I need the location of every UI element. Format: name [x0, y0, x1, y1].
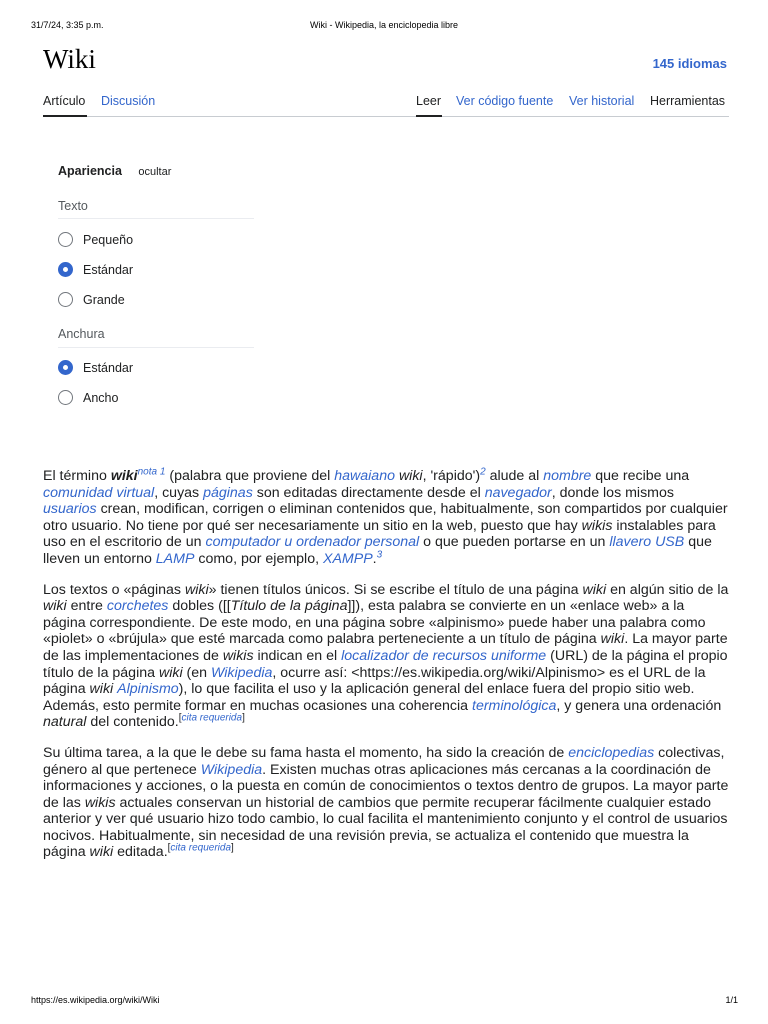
article-text: . — [372, 550, 377, 567]
article-text: actuales conservan un historial de cambios que permite recuperar fácilmente cualquier estado anterior y ver qué usuario hizo todo cambio, lo cual facilita el mantenimiento conjunto y el control de usuarios nocivos. Habitualmente, sin necesidad de una revisión previa, se actualiza el contenido que muestra la página — [43, 794, 728, 861]
print-datetime: 31/7/24, 3:35 p.m. — [31, 20, 104, 30]
article-link[interactable]: cita requerida — [170, 842, 232, 854]
article-link[interactable]: comunidad virtual — [43, 484, 155, 501]
article-link[interactable]: nota 1 — [137, 466, 166, 478]
article-paragraph-2 — [43, 582, 729, 731]
tab-bar — [43, 94, 729, 114]
article-text: editada. — [113, 844, 168, 861]
article-text: , y genera una ordenación — [556, 697, 722, 714]
article-text: dobles ([[ — [168, 598, 231, 615]
text-size-option-small[interactable] — [58, 232, 133, 247]
width-option-label: Estándar — [83, 360, 134, 375]
article-text: wiki — [43, 598, 67, 615]
article-text: que lleven un entorno — [43, 534, 712, 567]
article-text: El término — [43, 468, 111, 484]
article-text: Los textos o «páginas — [43, 581, 185, 598]
article-text: alude al — [485, 468, 544, 484]
article-link[interactable]: enciclopedias — [568, 744, 655, 761]
citation-bracket: [ — [178, 712, 182, 724]
article-text: del contenido. — [86, 714, 179, 731]
text-size-label: Texto — [58, 199, 88, 213]
article-text: » tienen títulos únicos. Si se escribe el título de una página — [208, 581, 583, 598]
article-text: (URL) de la página el propio título de la página — [43, 647, 728, 681]
appearance-header — [58, 162, 171, 180]
width-option-standard[interactable] — [58, 360, 133, 375]
article-link[interactable]: Wikipedia — [200, 761, 263, 778]
article-link[interactable]: corchetes — [106, 598, 169, 615]
width-option-label: Ancho — [83, 390, 119, 405]
tab-discusion[interactable]: Discusión — [101, 94, 156, 108]
article-link[interactable]: Alpinismo — [117, 681, 179, 698]
article-text: ]]), esta palabra se convierte en un «enlace web» a la página correspondiente. De este modo, en una página sobre «alpinismo» puede haber una palabra como «piolet» o «brújula» que esté marcada como palabra perteneciente a un título de página — [43, 598, 706, 648]
article-text: indican en el — [253, 647, 342, 664]
text-size-option-label: Pequeño — [83, 232, 134, 247]
article-link[interactable]: nombre — [543, 468, 592, 484]
article-text: wiki — [158, 664, 183, 681]
article-text: , donde los mismos — [551, 484, 674, 501]
article-link[interactable]: hawaiano — [334, 468, 395, 484]
languages-button[interactable]: 145 idiomas — [652, 56, 727, 71]
article-text: Su última tarea, a la que le debe su fama hasta el momento, ha sido la creación de — [43, 744, 569, 761]
article-text: wiki — [398, 468, 423, 484]
article-text: natural — [43, 714, 87, 731]
tab-divider — [43, 116, 729, 117]
article-text: instalables para uso en el escritorio de un — [43, 517, 716, 551]
article-link[interactable]: terminológica — [472, 697, 557, 714]
article-link[interactable]: computador u ordenador personal — [205, 534, 420, 551]
page-title: Wiki — [43, 44, 96, 74]
article-link[interactable]: localizador de recursos uniforme — [341, 647, 547, 664]
text-size-option-large[interactable] — [58, 292, 125, 307]
tab-ver-historial[interactable]: Ver historial — [569, 94, 635, 108]
article-text: que recibe una — [591, 468, 690, 484]
print-url: https://es.wikipedia.org/wiki/Wiki — [31, 995, 160, 1005]
tab-articulo-underline — [43, 115, 87, 117]
print-page-count: 1/1 — [725, 995, 738, 1005]
article-link[interactable]: 3 — [376, 549, 383, 561]
radio-small[interactable] — [58, 232, 73, 247]
article-link[interactable]: cita requerida — [181, 712, 243, 724]
text-size-divider — [58, 218, 254, 219]
radio-large[interactable] — [58, 292, 73, 307]
citation-bracket: ] — [231, 842, 234, 854]
article-text: crean, modifican, corrigen o eliminan contenidos que, habitualmente, son compartidos por cualquier otro usuario. No tiene por qué ser necesariamente un sitio en la web, puesto que hay — [43, 501, 728, 534]
tab-herramientas[interactable]: Herramientas — [650, 94, 726, 108]
radio-standard-selected[interactable] — [58, 262, 73, 277]
text-size-option-standard[interactable] — [58, 262, 133, 277]
tab-leer-underline — [416, 115, 442, 117]
article-text: wiki — [600, 631, 625, 648]
article-text: (en — [182, 664, 211, 681]
width-option-wide[interactable] — [58, 390, 118, 405]
article-body — [43, 468, 729, 875]
article-paragraph-1 — [43, 468, 729, 568]
article-text: en algún sitio de la — [606, 581, 729, 598]
citation-bracket: ] — [242, 712, 245, 724]
article-text: , 'rápido') — [422, 468, 481, 484]
article-link[interactable]: páginas — [203, 484, 253, 501]
text-size-option-label: Estándar — [83, 262, 134, 277]
article-text: entre — [66, 598, 107, 615]
article-text: son editadas directamente desde el — [252, 484, 485, 501]
tab-leer[interactable]: Leer — [416, 94, 442, 108]
article-text: wikis — [581, 517, 613, 534]
article-text: , cuyas — [154, 484, 204, 501]
article-link[interactable]: navegador — [484, 484, 552, 501]
article-text: ), lo que facilita el uso y la aplicación general del enlace fuera del propio sitio web. Además, esto permite formar en muchas ocasiones una coherencia — [43, 681, 695, 714]
article-text: wiki — [89, 681, 114, 698]
article-text: colectivas, género al que pertenece — [43, 744, 725, 778]
article-text: . Existen muchas otras aplicaciones más cercanas a la coordinación de informaciones y acciones, o la puesta en común de conocimientos o textos dentro de grupos. La mayor parte de las — [43, 761, 729, 811]
article-text: (palabra que proviene del — [165, 468, 335, 484]
article-link[interactable]: LAMP — [155, 550, 195, 567]
article-link[interactable]: llavero USB — [609, 534, 685, 551]
article-paragraph-3 — [43, 745, 729, 861]
article-text: . La mayor parte de las implementaciones de — [43, 631, 728, 664]
text-size-option-label: Grande — [83, 292, 125, 307]
width-divider — [58, 347, 254, 348]
width-label: Anchura — [58, 327, 105, 341]
article-text: wikis — [84, 794, 116, 811]
article-link[interactable]: Wikipedia — [211, 664, 273, 681]
article-text: como, por ejemplo, — [194, 550, 323, 567]
citation-bracket: [ — [167, 842, 171, 854]
article-link[interactable]: usuarios — [43, 501, 97, 518]
article-link[interactable]: 2 — [480, 466, 486, 478]
radio-width-standard-selected[interactable] — [58, 360, 73, 375]
article-text: , ocurre así: <https://es.wikipedia.org/wiki/Alpinismo> es el URL de la página — [43, 664, 706, 698]
article-text: wiki — [582, 581, 607, 598]
appearance-title: Apariencia — [58, 164, 122, 178]
article-text: wiki — [110, 468, 138, 484]
article-text: wikis — [222, 647, 254, 664]
article-text: Título de la página — [230, 598, 348, 615]
appearance-hide-button[interactable]: ocultar — [138, 166, 172, 178]
print-doc-title: Wiki - Wikipedia, la enciclopedia libre — [309, 20, 459, 30]
article-link[interactable]: XAMPP — [322, 550, 373, 567]
radio-width-wide[interactable] — [58, 390, 73, 405]
article-text: wiki — [184, 581, 209, 598]
tab-articulo[interactable]: Artículo — [43, 94, 86, 108]
tab-ver-codigo-fuente[interactable]: Ver código fuente — [456, 94, 554, 108]
article-text: wiki — [89, 844, 114, 861]
article-text: o que pueden portarse en un — [419, 534, 610, 551]
